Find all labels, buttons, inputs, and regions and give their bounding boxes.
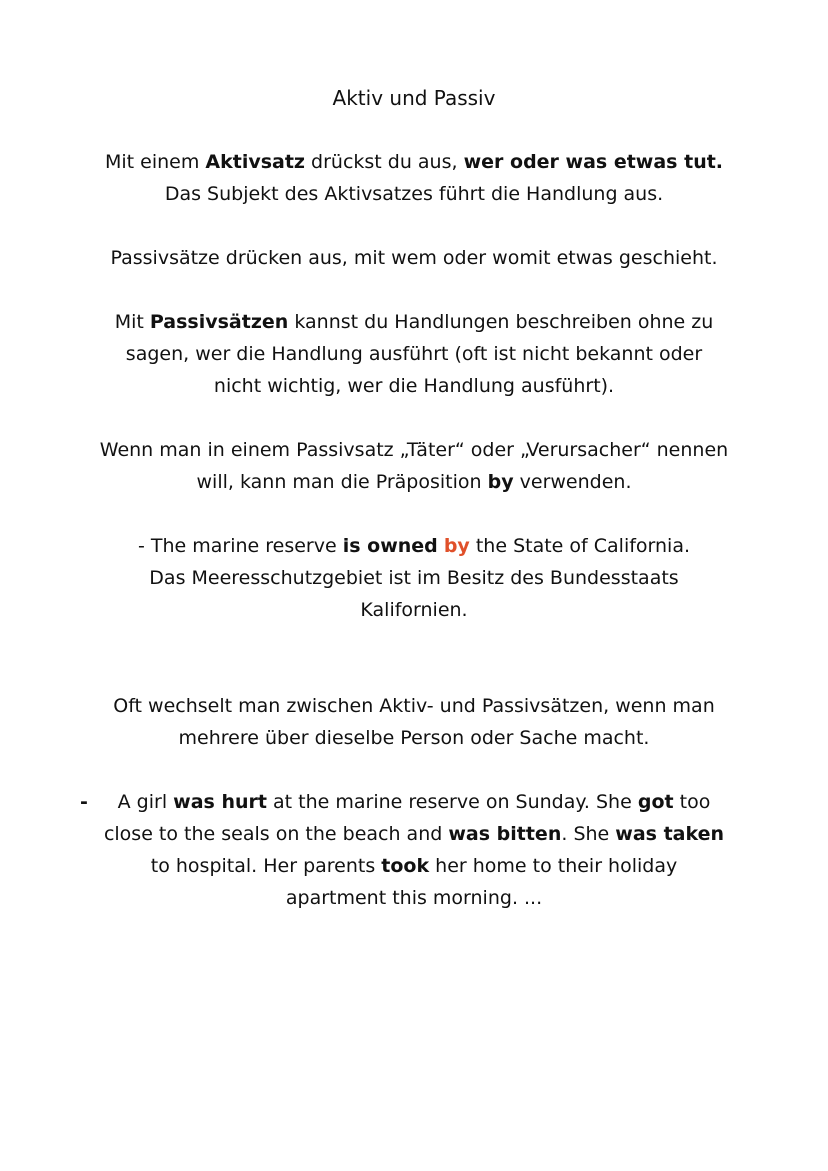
page-title [0,82,828,114]
example-1-translation-line-1 [0,562,828,594]
text: mehrere über dieselbe Person oder Sache macht. [178,727,650,749]
paragraph-aktiv-line-1 [0,146,828,178]
text: close to the seals on the beach and [103,823,449,845]
text: her home to their holiday [429,855,678,877]
example-2-line-4 [0,882,828,914]
text: . She [561,823,616,845]
text: drückst du aus, [304,151,464,173]
paragraph-passiv-line-3 [0,370,828,402]
paragraph-passiv-line-2 [0,338,828,370]
text: verwenden. [513,471,632,493]
paragraph-wechsel-line-1 [0,690,828,722]
text: Passivsätze drücken aus, mit wem oder womit etwas geschieht. [110,247,718,269]
text: the State of California. [469,535,691,557]
active-verb: took [381,855,430,877]
term-by: by [487,471,514,493]
passive-verb: was bitten [448,823,562,845]
text: to hospital. Her parents [150,855,382,877]
text: Oft wechselt man zwischen Aktiv- und Passivsätzen, wenn man [113,695,715,717]
paragraph-passiv-definition [0,242,828,274]
example-2-line-1 [0,786,828,818]
term-passivsaetzen: Passivsätzen [149,311,289,333]
example-2-line-2 [0,818,828,850]
paragraph-passiv-line-1 [0,306,828,338]
text: will, kann man die Präposition [196,471,488,493]
paragraph-aktiv-line-2 [0,178,828,210]
highlight-by: by [443,535,470,557]
text: Wenn man in einem Passivsatz „Täter“ oder „Verursacher“ nennen [99,439,729,461]
active-verb: got [637,791,674,813]
text: apartment this morning. ... [285,887,543,909]
paragraph-by-line-1 [0,434,828,466]
example-2-line-3 [0,850,828,882]
example-1-translation-line-2 [0,594,828,626]
paragraph-wechsel-line-2 [0,722,828,754]
passive-verb: was hurt [173,791,267,813]
text: Das Subjekt des Aktivsatzes führt die Handlung aus. [164,183,664,205]
text: too [673,791,711,813]
paragraph-by-line-2 [0,466,828,498]
text: kannst du Handlungen beschreiben ohne zu [288,311,714,333]
text: sagen, wer die Handlung ausführt (oft ist nicht bekannt oder [125,343,703,365]
passive-verb: is owned [342,535,438,557]
text: Mit einem [104,151,206,173]
emphasis-text: wer oder was etwas tut. [463,151,724,173]
passive-verb: was taken [615,823,725,845]
text: Das Meeresschutzgebiet ist im Besitz des Bundesstaats [149,567,679,589]
text: nicht wichtig, wer die Handlung ausführt). [213,375,615,397]
term-aktivsatz: Aktivsatz [205,151,305,173]
text: Mit [114,311,150,333]
list-dash: - [80,791,88,813]
text: A girl [117,791,174,813]
text: Kalifornien. [360,599,468,621]
text: - The marine reserve [137,535,343,557]
text: at the marine reserve on Sunday. She [266,791,638,813]
example-1-line-1 [0,530,828,562]
title-text: Aktiv und Passiv [332,86,496,110]
